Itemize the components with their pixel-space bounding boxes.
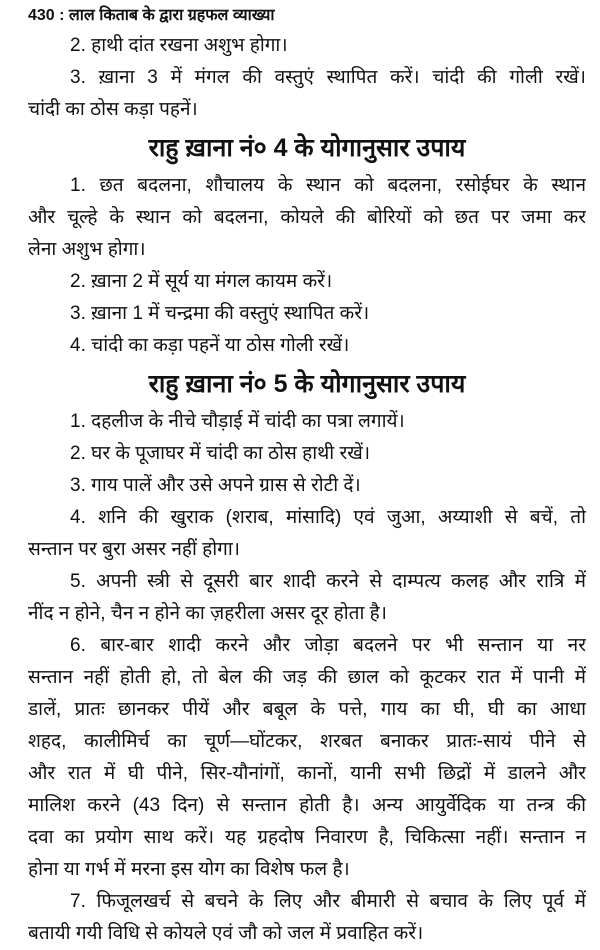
text-line: 2. घर के पूजाघर में चांदी का ठोस हाथी रखें। (70, 443, 371, 464)
text-line: 5. अपनी स्त्री से दूसरी बार शादी करने से दाम्पत्य कलह और रात्रि में (70, 571, 586, 592)
text-line: बतायी गयी विधि से कोयले एवं जौ को जल में प्रवाहित करें। (28, 923, 424, 944)
text-line: 2. हाथी दांत रखना अशुभ होगा। (70, 35, 288, 56)
text-line: नींद न होने, चैन न होने का ज़हरीला असर दूर होता है। (28, 603, 387, 624)
text-line: 4. शनि की खुराक (शराब, मांसादि) एवं जुआ, अय्याशी से बचें, तो (70, 507, 586, 528)
text-line: और चूल्हे के स्थान को बदलना, कोयले की बोरियों को छत पर जमा कर (28, 207, 586, 228)
text-line: 1. छत बदलना, शौचालय के स्थान को बदलना, रसोईघर के स्थान (70, 175, 586, 196)
text-line: 7. फिजूलखर्च से बचने के लिए और बीमारी से बचाव के लिए पूर्व में (70, 891, 586, 912)
text-line: 1. दहलीज के नीचे चौड़ाई में चांदी का पत्रा लगायें। (70, 411, 405, 432)
section-heading-rahu-house-5: राहु ख़ाना नं० 5 के योगानुसार उपाय (148, 370, 466, 398)
section-heading-rahu-house-4: राहु ख़ाना नं० 4 के योगानुसार उपाय (148, 134, 466, 162)
text-line: सन्तान पर बुरा असर नहीं होगा। (28, 539, 241, 560)
text-line: लेना अशुभ होगा। (28, 239, 146, 260)
text-line: और रात में घी पीने, सिर-यौनांगों, कानों, यानी सभी छिद्रों में डालने और (28, 763, 586, 784)
text-line: 3. गाय पालें और उसे अपने ग्रास से रोटी दें। (70, 475, 361, 496)
text-line: 6. बार-बार शादी करने और जोड़ा बदलने पर भी सन्तान या नर (70, 635, 586, 656)
book-page (28, 0, 586, 950)
running-head: 430 : लाल किताब के द्वारा ग्रहफल व्याख्या (28, 7, 275, 24)
text-line: 3. ख़ाना 3 में मंगल की वस्तुएं स्थापित करें। चांदी की गोली रखें। (70, 67, 586, 88)
text-line: शहद, कालीमिर्च का चूर्ण—घोंटकर, शरबत बनाकर प्रातः-सायं पीने से (28, 731, 586, 752)
text-line: मालिश करने (43 दिन) से सन्तान होती है। अन्य आयुर्वेदिक या तन्त्र की (28, 795, 586, 816)
text-line: 2. ख़ाना 2 में सूर्य या मंगल कायम करें। (70, 271, 333, 292)
text-line: दवा का प्रयोग साथ करें। यह ग्रहदोष निवारण है, चिकित्सा नहीं। सन्तान न (28, 827, 586, 848)
text-line: 4. चांदी का कड़ा पहनें या ठोस गोली रखें। (70, 335, 350, 356)
text-line: चांदी का ठोस कड़ा पहनें। (28, 99, 198, 120)
text-line: 3. ख़ाना 1 में चन्द्रमा की वस्तुएं स्थापित करें। (70, 303, 370, 324)
text-line: डालें, प्रातः छानकर पीयें और बबूल के पत्ते, गाय का घी, घी का आधा (28, 699, 586, 720)
text-line: होना या गर्भ में मरना इस योग का विशेष फल है। (28, 859, 350, 880)
text-line: सन्तान नहीं होती हो, तो बेल की जड़ की छाल को कूटकर रात में पानी में (28, 667, 586, 688)
